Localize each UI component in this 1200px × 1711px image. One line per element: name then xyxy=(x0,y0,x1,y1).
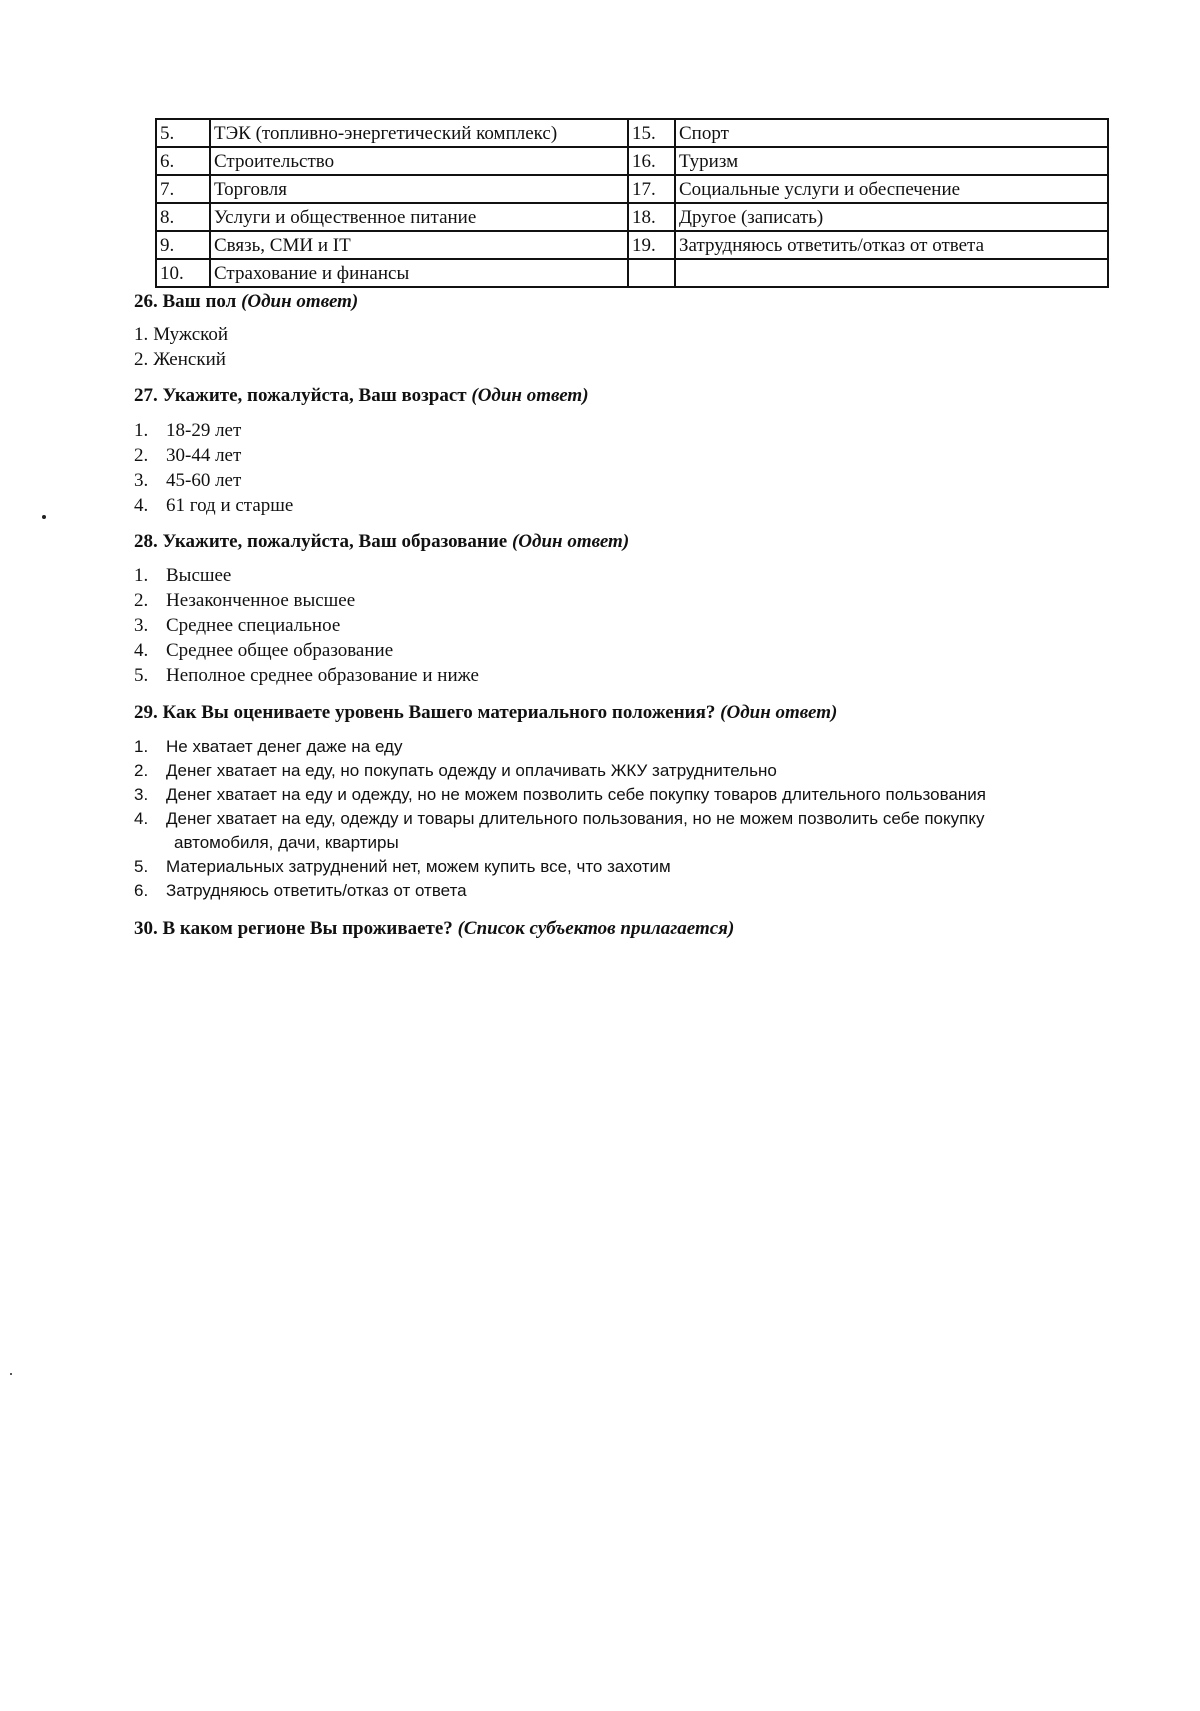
question-text: 27. Укажите, пожалуйста, Ваш возраст xyxy=(134,385,467,406)
list-item xyxy=(134,735,1094,759)
list-item xyxy=(134,613,479,638)
list-item xyxy=(134,783,1094,807)
list-item xyxy=(134,638,479,663)
sector-name: Социальные услуги и обеспечение xyxy=(675,175,1108,203)
table-row xyxy=(156,147,1108,175)
option-text: Женский xyxy=(153,349,226,370)
scan-speck xyxy=(10,1373,12,1375)
sector-name: Туризм xyxy=(675,147,1108,175)
question-hint: (Один ответ) xyxy=(471,385,589,406)
option-text: Денег хватает на еду, одежду и товары длительного пользования, но не можем позволить себе покупку xyxy=(166,809,985,828)
sector-name: Страхование и финансы xyxy=(210,259,628,287)
option-text: 45-60 лет xyxy=(166,470,242,491)
list-item xyxy=(134,443,293,468)
option-number: 1. xyxy=(134,420,149,441)
option-number: 4. xyxy=(134,640,149,661)
table-row xyxy=(156,175,1108,203)
list-item xyxy=(134,807,1094,855)
sector-table xyxy=(155,118,1109,288)
option-text: Неполное среднее образование и ниже xyxy=(166,665,479,686)
list-item xyxy=(134,759,1094,783)
row-number: 8. xyxy=(156,203,210,231)
option-text: Денег хватает на еду и одежду, но не можем позволить себе покупку товаров длительного пользования xyxy=(166,785,986,804)
question-29-options xyxy=(134,735,1094,903)
option-text: Денег хватает на еду, но покупать одежду и оплачивать ЖКУ затруднительно xyxy=(166,761,777,780)
question-27-options xyxy=(134,418,293,518)
option-text: Не хватает денег даже на еду xyxy=(166,737,403,756)
option-number: 1. xyxy=(134,565,149,586)
option-text-continuation: автомобиля, дачи, квартиры xyxy=(174,833,399,852)
table-row xyxy=(156,231,1108,259)
question-text: 30. В каком регионе Вы проживаете? xyxy=(134,918,453,939)
list-item xyxy=(134,418,293,443)
question-26-options xyxy=(134,322,228,372)
list-item xyxy=(134,663,479,688)
list-item xyxy=(134,493,293,518)
row-number: 16. xyxy=(628,147,675,175)
option-number: 5. xyxy=(134,665,149,686)
row-number: 5. xyxy=(156,119,210,147)
question-hint: (Один ответ) xyxy=(511,531,630,552)
option-text: Среднее общее образование xyxy=(166,640,394,661)
option-text: Незаконченное высшее xyxy=(166,590,356,611)
list-item xyxy=(134,879,1094,903)
option-text: Среднее специальное xyxy=(166,615,341,636)
row-number xyxy=(628,259,675,287)
sector-name xyxy=(675,259,1108,287)
question-28-title xyxy=(134,531,629,553)
question-text: 28. Укажите, пожалуйста, Ваш образование xyxy=(134,531,508,552)
option-text: Мужской xyxy=(153,324,229,345)
option-number: 3. xyxy=(134,470,149,491)
row-number: 9. xyxy=(156,231,210,259)
row-number: 18. xyxy=(628,203,675,231)
option-number: 5. xyxy=(134,857,149,876)
question-30-title xyxy=(134,918,734,940)
option-number: 1. xyxy=(134,737,149,756)
question-hint: (Один ответ) xyxy=(241,291,359,312)
sector-name: Торговля xyxy=(210,175,628,203)
sector-name: Строительство xyxy=(210,147,628,175)
sector-name: Услуги и общественное питание xyxy=(210,203,628,231)
row-number: 15. xyxy=(628,119,675,147)
question-26-title xyxy=(134,291,358,313)
question-text: 26. Ваш пол xyxy=(134,291,237,312)
row-number: 19. xyxy=(628,231,675,259)
option-number: 2. xyxy=(134,761,149,780)
question-hint: (Один ответ) xyxy=(720,702,838,723)
question-28-options xyxy=(134,563,479,688)
row-number: 10. xyxy=(156,259,210,287)
list-item xyxy=(134,468,293,493)
option-number: 3. xyxy=(134,615,149,636)
sector-name: Связь, СМИ и IT xyxy=(210,231,628,259)
question-hint: (Список субъектов прилагается) xyxy=(457,918,735,939)
sector-name: ТЭК (топливно-энергетический комплекс) xyxy=(210,119,628,147)
table-row xyxy=(156,203,1108,231)
option-number: 4. xyxy=(134,809,149,828)
scan-speck xyxy=(42,515,46,519)
option-number: 2. xyxy=(134,590,149,611)
sector-name: Затрудняюсь ответить/отказ от ответа xyxy=(675,231,1108,259)
row-number: 7. xyxy=(156,175,210,203)
option-text: 18-29 лет xyxy=(166,420,242,441)
list-item xyxy=(134,855,1094,879)
table-row xyxy=(156,259,1108,287)
question-text: 29. Как Вы оцениваете уровень Вашего материального положения? xyxy=(134,702,716,723)
list-item xyxy=(134,347,228,372)
option-text: 61 год и старше xyxy=(166,495,294,516)
option-number: 2. xyxy=(134,445,149,466)
question-29-title xyxy=(134,702,837,724)
option-number: 1. xyxy=(134,324,149,345)
option-number: 6. xyxy=(134,881,149,900)
option-text: Высшее xyxy=(166,565,232,586)
sector-name: Другое (записать) xyxy=(675,203,1108,231)
option-number: 4. xyxy=(134,495,149,516)
option-text: Материальных затруднений нет, можем купить все, что захотим xyxy=(166,857,671,876)
row-number: 17. xyxy=(628,175,675,203)
question-27-title xyxy=(134,385,589,407)
table-row xyxy=(156,119,1108,147)
option-text: 30-44 лет xyxy=(166,445,242,466)
option-text: Затрудняюсь ответить/отказ от ответа xyxy=(166,881,467,900)
list-item xyxy=(134,588,479,613)
option-number: 3. xyxy=(134,785,149,804)
list-item xyxy=(134,563,479,588)
row-number: 6. xyxy=(156,147,210,175)
sector-name: Спорт xyxy=(675,119,1108,147)
list-item xyxy=(134,322,228,347)
option-number: 2. xyxy=(134,349,149,370)
